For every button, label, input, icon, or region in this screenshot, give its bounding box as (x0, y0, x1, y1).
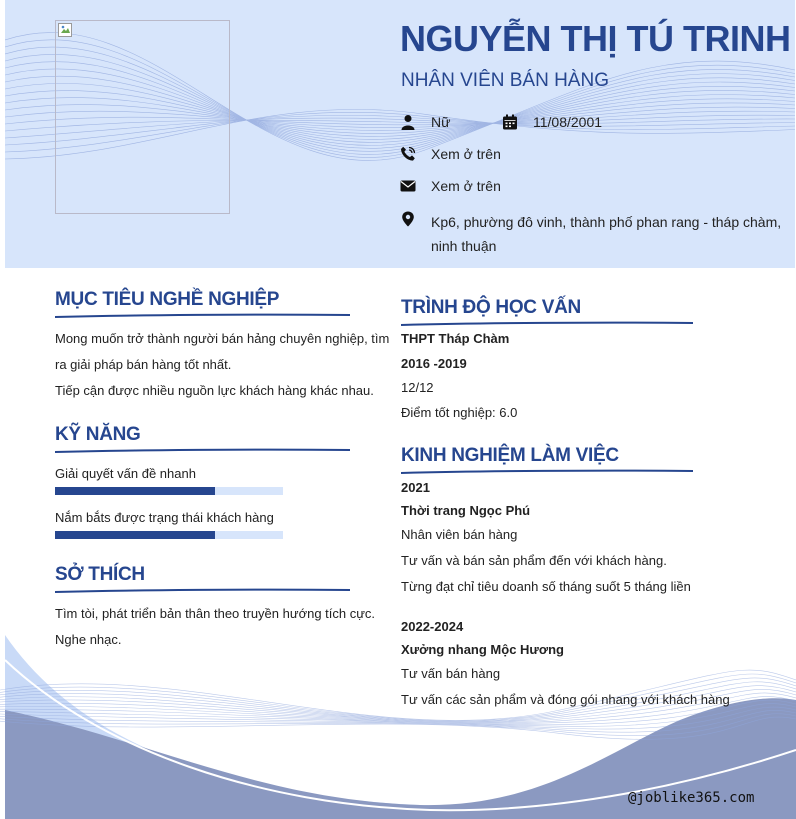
skill-bar (55, 531, 283, 539)
skill-label: Nắm bắts được trạng thái khách hàng (55, 510, 274, 525)
user-icon (400, 114, 416, 130)
address-line-2: ninh thuận (431, 238, 497, 254)
profile-photo (55, 20, 230, 214)
job-position: NHÂN VIÊN BÁN HÀNG (401, 70, 609, 91)
email-value: Xem ở trên (431, 178, 501, 194)
birthdate-row (502, 114, 602, 130)
skills-title: KỸ NĂNG (55, 424, 141, 445)
job-line: Nhân viên bán hàng (401, 527, 518, 542)
envelope-icon (400, 178, 416, 194)
education-title: TRÌNH ĐỘ HỌC VẤN (401, 297, 581, 318)
job-company: Xưởng nhang Mộc Hương (401, 642, 564, 657)
hobbies-underline (55, 587, 350, 595)
experience-underline (401, 468, 693, 476)
job-period: 2021 (401, 480, 430, 495)
job-period: 2022-2024 (401, 619, 464, 634)
address-row (400, 210, 781, 258)
hobbies-text (55, 601, 375, 653)
hobby-line: Nghe nhạc. (55, 632, 122, 647)
objective-underline (55, 312, 350, 320)
objective-line: Mong muốn trở thành người bán hảng chuyên nghiệp, tìm (55, 331, 390, 346)
skills-underline (55, 447, 350, 455)
education-score: Điểm tốt nghiệp: 6.0 (401, 404, 518, 420)
hobby-line: Tìm tòi, phát triển bản thân theo truyền hướng tích cực. (55, 606, 376, 621)
objective-text (55, 326, 389, 404)
education-block (401, 327, 517, 425)
objective-title: MỤC TIÊU NGHỀ NGHIỆP (55, 289, 280, 310)
email-row (400, 178, 501, 194)
calendar-icon (502, 114, 518, 130)
job-line: Từng đạt chỉ tiêu doanh số tháng suốt 5 tháng liền (401, 579, 691, 594)
birthdate-value: 11/08/2001 (533, 114, 603, 130)
skill-label: Giải quyết vấn đề nhanh (55, 466, 196, 481)
job-line: Tư vấn các sản phẩm và đóng gói nhang với khách hàng (401, 692, 730, 707)
broken-image-icon (58, 23, 72, 37)
job-line: Tư vấn và bán sản phẩm đến với khách hàng. (401, 553, 667, 568)
experience-job (401, 476, 691, 600)
experience-job (401, 615, 730, 713)
phone-row (400, 146, 501, 162)
phone-value: Xem ở trên (431, 146, 501, 162)
objective-line: Tiếp cận được nhiều nguồn lực khách hàng khác nhau. (55, 383, 374, 398)
experience-title: KINH NGHIỆM LÀM VIỆC (401, 445, 619, 466)
skill-bar-fill (55, 531, 215, 539)
school-name: THPT Tháp Chàm (401, 331, 510, 346)
education-grade: 12/12 (401, 380, 434, 395)
skill-bar-fill (55, 487, 215, 495)
gender-row (400, 114, 450, 130)
skill-bar (55, 487, 283, 495)
job-company: Thời trang Ngọc Phú (401, 503, 531, 518)
watermark: @joblike365.com (628, 790, 755, 806)
job-line: Tư vấn bán hàng (401, 666, 501, 681)
address-line-1: Kp6, phường đô vinh, thành phố phan rang - tháp chàm, (431, 214, 782, 230)
gender-value: Nữ (431, 114, 451, 130)
education-period: 2016 -2019 (401, 355, 467, 371)
objective-line: ra giải pháp bán hàng tốt nhất. (55, 357, 232, 372)
phone-icon (400, 146, 416, 162)
full-name: NGUYỄN THỊ TÚ TRINH (400, 18, 791, 59)
map-pin-icon (400, 211, 416, 227)
hobbies-title: SỞ THÍCH (55, 564, 145, 585)
